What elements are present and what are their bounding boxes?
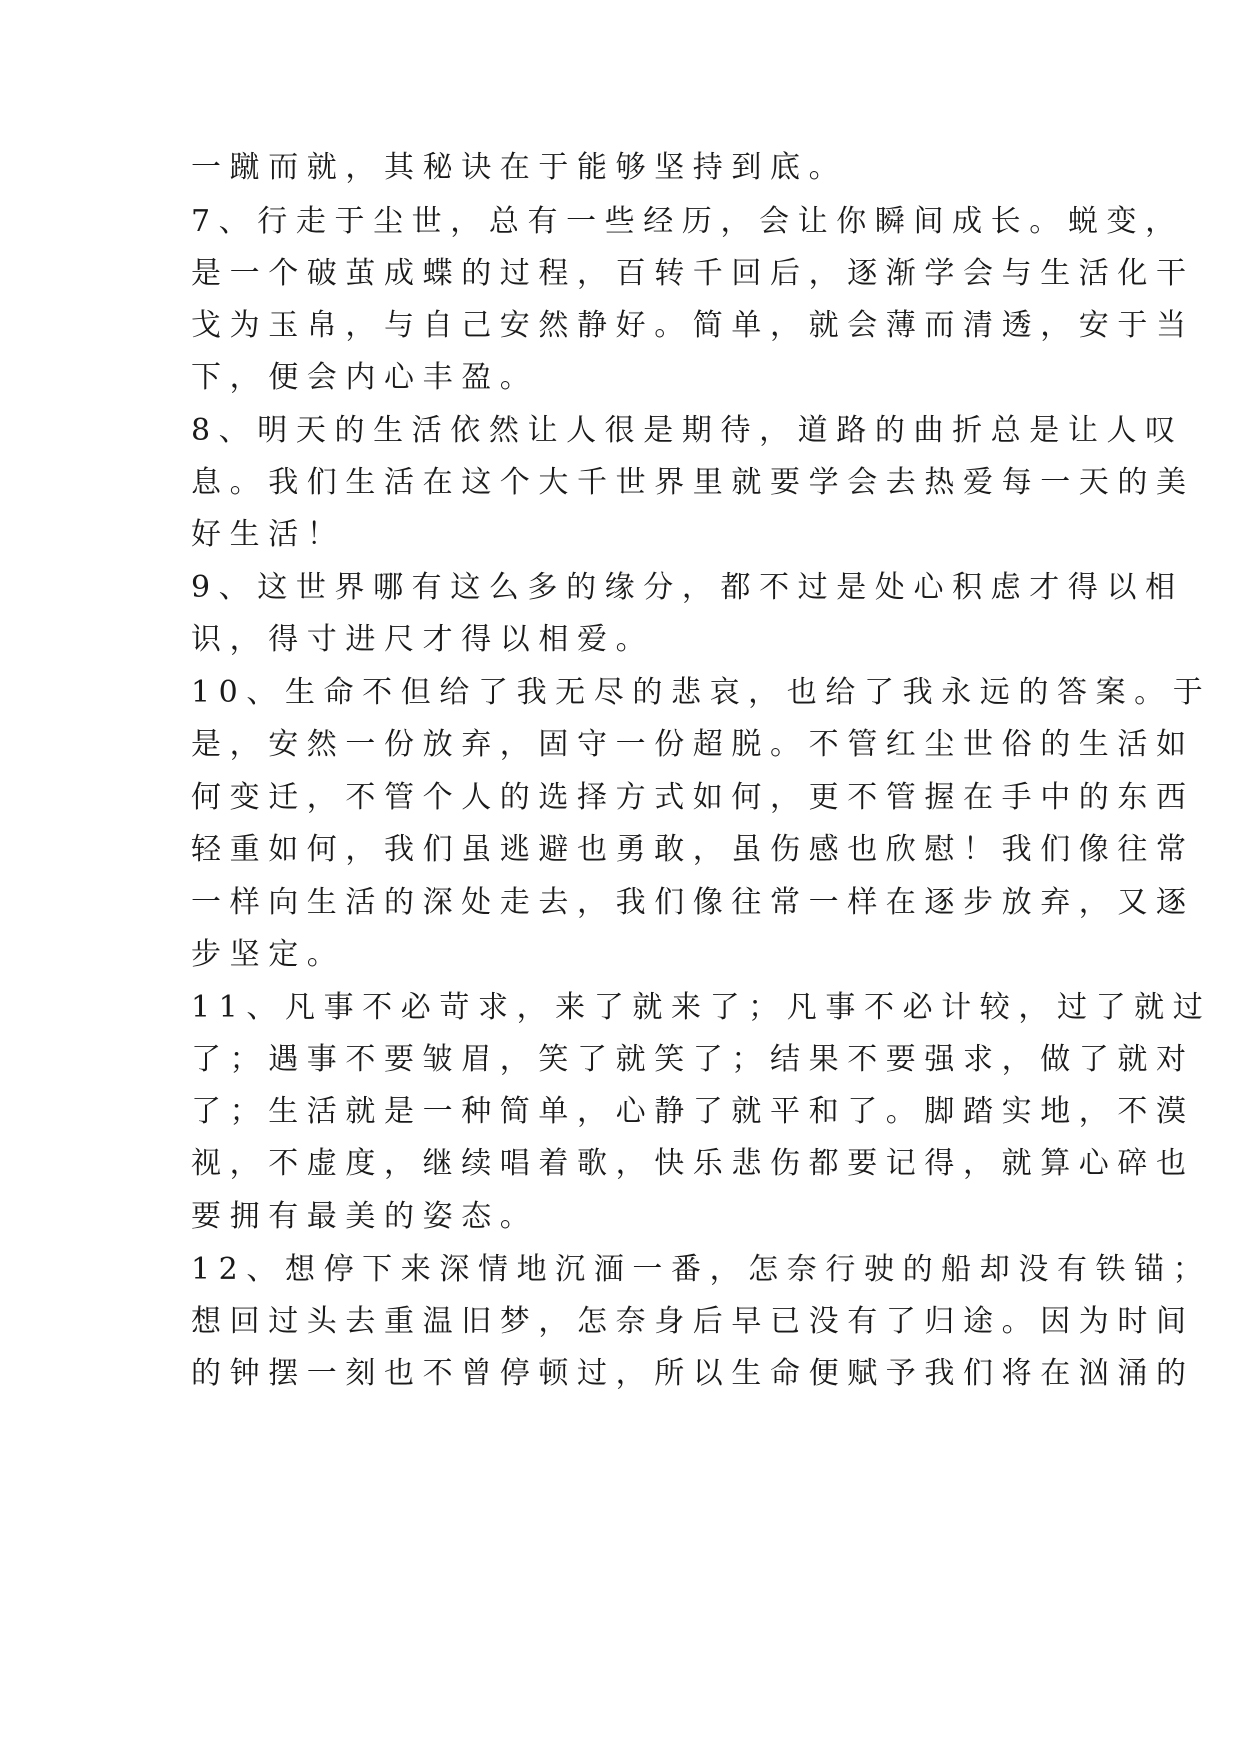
text-line: 想回过头去重温旧梦，怎奈身后早已没有了归途。因为时间 bbox=[191, 1304, 1195, 1339]
text-line: 是，安然一份放弃，固守一份超脱。不管红尘世俗的生活如 bbox=[191, 727, 1195, 762]
text-line: 是一个破茧成蝶的过程，百转千回后，逐渐学会与生活化干 bbox=[191, 256, 1195, 291]
text-line: 一蹴而就，其秘诀在于能够坚持到底。 bbox=[191, 150, 848, 185]
text-line: 戈为玉帛，与自己安然静好。简单，就会薄而清透，安于当 bbox=[191, 308, 1195, 343]
text-line: 10、生命不但给了我无尽的悲哀，也给了我永远的答案。于 bbox=[191, 675, 1212, 710]
text-line: 视，不虚度，继续唱着歌，快乐悲伤都要记得，就算心碎也 bbox=[191, 1146, 1195, 1181]
text-line: 要拥有最美的姿态。 bbox=[191, 1199, 539, 1234]
text-line: 12、想停下来深情地沉湎一番，怎奈行驶的船却没有铁锚； bbox=[191, 1252, 1212, 1287]
text-line: 了；遇事不要皱眉，笑了就笑了；结果不要强求，做了就对 bbox=[191, 1042, 1195, 1077]
text-line: 何变迁，不管个人的选择方式如何，更不管握在手中的东西 bbox=[191, 780, 1195, 815]
text-line: 轻重如何，我们虽逃避也勇敢，虽伤感也欣慰！我们像往常 bbox=[191, 832, 1195, 867]
text-line: 一样向生活的深处走去，我们像往常一样在逐步放弃，又逐 bbox=[191, 885, 1195, 920]
text-line: 的钟摆一刻也不曾停顿过，所以生命便赋予我们将在汹涌的 bbox=[191, 1356, 1195, 1391]
text-line: 11、凡事不必苛求，来了就来了；凡事不必计较，过了就过 bbox=[191, 990, 1212, 1025]
text-line: 好生活！ bbox=[191, 517, 346, 552]
text-line: 识，得寸进尺才得以相爱。 bbox=[191, 622, 655, 657]
text-line: 8、明天的生活依然让人很是期待，道路的曲折总是让人叹 bbox=[191, 413, 1184, 448]
text-line: 息。我们生活在这个大千世界里就要学会去热爱每一天的美 bbox=[191, 465, 1195, 500]
text-line: 7、行走于尘世，总有一些经历，会让你瞬间成长。蜕变， bbox=[191, 204, 1184, 239]
text-line: 下，便会内心丰盈。 bbox=[191, 360, 539, 395]
text-line: 9、这世界哪有这么多的缘分，都不过是处心积虑才得以相 bbox=[191, 570, 1184, 605]
text-line: 了；生活就是一种简单，心静了就平和了。脚踏实地，不漠 bbox=[191, 1094, 1195, 1129]
text-line: 步坚定。 bbox=[191, 937, 346, 972]
